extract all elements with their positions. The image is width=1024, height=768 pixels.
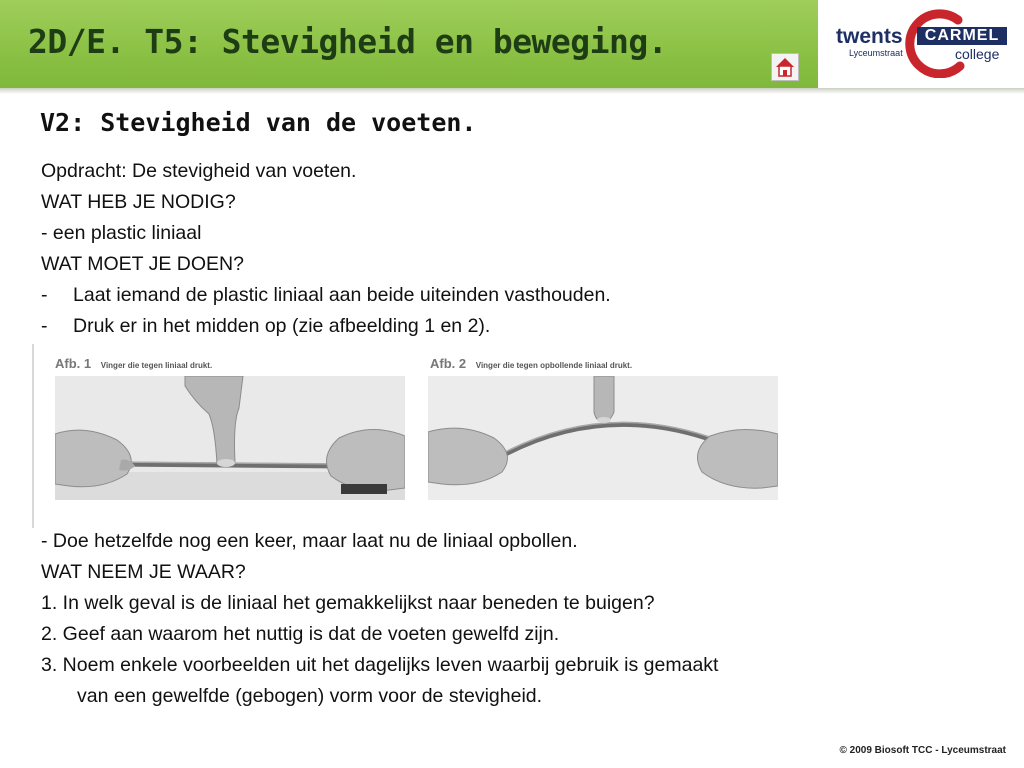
figure-left-rule bbox=[32, 344, 34, 528]
step-item bbox=[41, 280, 611, 311]
logo-location: Lyceumstraat bbox=[849, 48, 903, 58]
step-text: Druk er in het midden op (zie afbeelding 1 en 2). bbox=[73, 315, 491, 337]
figure-1-photo bbox=[55, 376, 405, 500]
figure-1-caption: Vinger die tegen liniaal drukt. bbox=[100, 361, 213, 370]
need-item: - een plastic liniaal bbox=[41, 222, 202, 244]
question-continuation: van een gewelfde (gebogen) vorm voor de stevigheid. bbox=[77, 685, 543, 707]
figure-2-label bbox=[430, 356, 632, 371]
page-title: 2D/E. T5: Stevigheid en beweging. bbox=[28, 22, 668, 61]
step-bullet: - bbox=[41, 284, 48, 306]
observe-heading: WAT NEEM JE WAAR? bbox=[41, 561, 246, 583]
figure-1-label bbox=[55, 356, 212, 371]
figure-2-caption: Vinger die tegen opbollende liniaal drukt. bbox=[475, 361, 633, 370]
questions-block bbox=[41, 526, 718, 712]
header-shadow bbox=[0, 88, 1024, 94]
instructions-block bbox=[41, 156, 611, 342]
figure-1-number: Afb. 1 bbox=[55, 356, 92, 371]
question-item: 2. Geef aan waarom het nuttig is dat de voeten gewelfd zijn. bbox=[41, 623, 560, 645]
step-text: Laat iemand de plastic liniaal aan beide uiteinden vasthouden. bbox=[73, 284, 611, 306]
home-button[interactable] bbox=[771, 53, 799, 81]
question-item: 1. In welk geval is de liniaal het gemakkelijkst naar beneden te buigen? bbox=[41, 592, 655, 614]
logo-name: CARMEL bbox=[917, 27, 1007, 45]
do-heading: WAT MOET JE DOEN? bbox=[41, 253, 244, 275]
step-bullet: - bbox=[41, 315, 48, 337]
copyright-footer: © 2009 Biosoft TCC - Lyceumstraat bbox=[839, 745, 1006, 756]
home-icon bbox=[775, 56, 795, 78]
logo-brand: twents bbox=[836, 25, 903, 48]
question-item: 3. Noem enkele voorbeelden uit het dagelijks leven waarbij gebruik is gemaakt bbox=[41, 654, 719, 676]
logo-type: college bbox=[955, 46, 1000, 62]
repeat-line: - Doe hetzelfde nog een keer, maar laat nu de liniaal opbollen. bbox=[41, 530, 578, 552]
section-heading: V2: Stevigheid van de voeten. bbox=[40, 108, 477, 137]
figure-2-number: Afb. 2 bbox=[430, 356, 467, 371]
figure-2-photo bbox=[428, 376, 778, 500]
need-heading: WAT HEB JE NODIG? bbox=[41, 191, 236, 213]
assignment-line: Opdracht: De stevigheid van voeten. bbox=[41, 160, 357, 182]
step-item bbox=[41, 311, 611, 342]
